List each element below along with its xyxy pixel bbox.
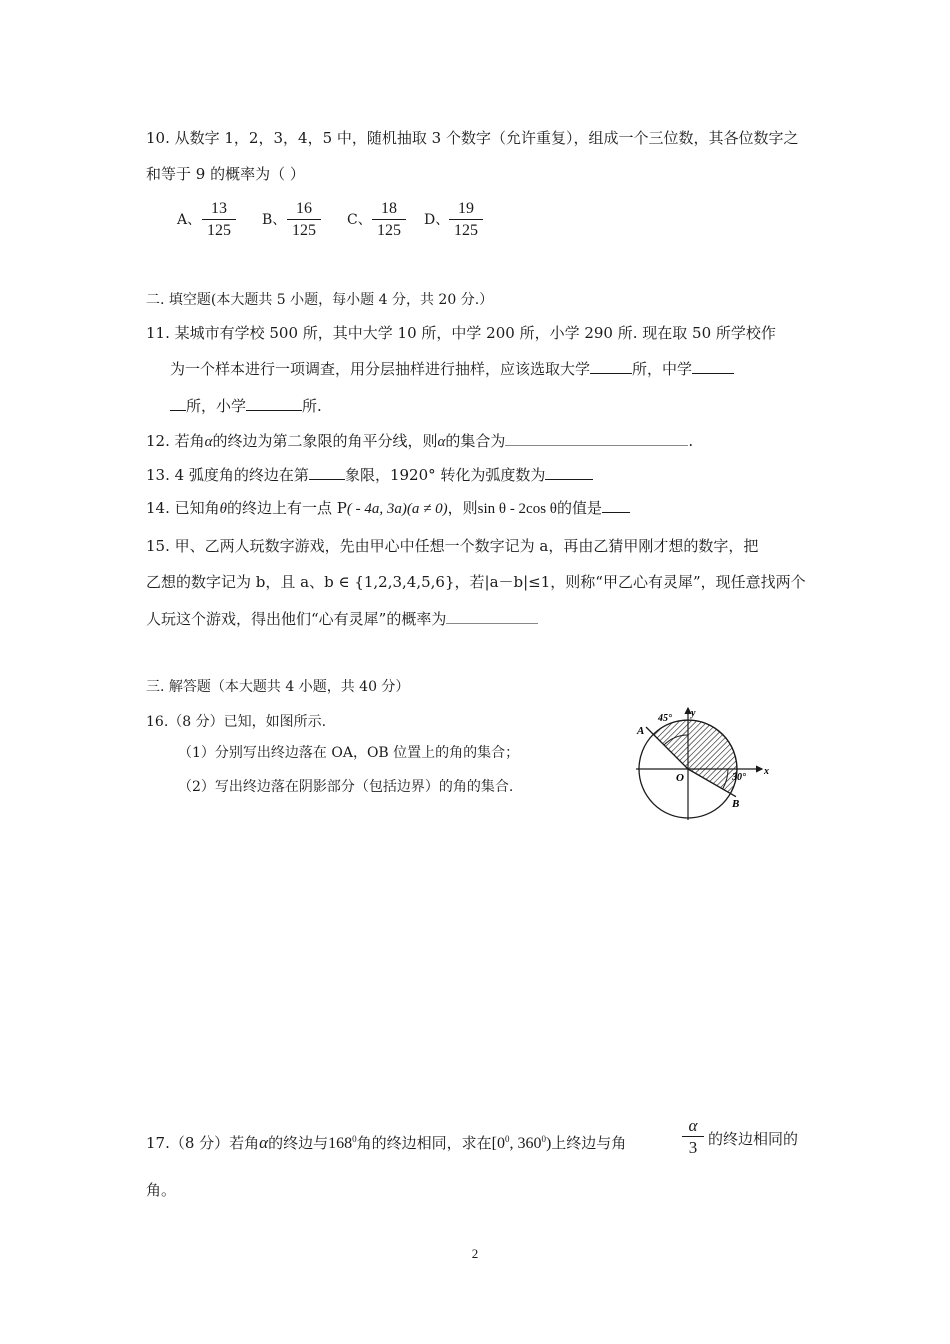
option-a-label: A、: [177, 212, 202, 228]
q17-mid: 的终边与: [268, 1134, 329, 1152]
q14-answer-blank[interactable]: [602, 498, 630, 513]
label-b: B: [732, 798, 740, 810]
q17-suffix: 的终边相同的: [708, 1130, 799, 1148]
option-d-denominator: 125: [454, 222, 478, 239]
q12-suffix: 的集合为: [445, 432, 506, 450]
q16-line1: 16.（8 分）已知，如图所示.: [146, 714, 327, 730]
q10-line1: 10. 从数字 1，2，3，4，5 中，随机抽取 3 个数字（允许重复），组成一个三位数，其各位数字之: [146, 129, 799, 147]
option-b-denominator: 125: [292, 222, 316, 239]
q17-frac-numerator: α: [682, 1116, 704, 1137]
label-x: x: [764, 766, 769, 777]
q17-frac-denominator: 3: [688, 1138, 698, 1157]
q13-radian-blank[interactable]: [545, 465, 593, 480]
q11-line2: [170, 359, 734, 379]
q14-mid: 的终边上有一点 P: [227, 499, 347, 517]
option-b-numerator: 16: [287, 199, 321, 220]
section3-title: 三. 解答题（本大题共 4 小题，共 40 分）: [146, 679, 410, 695]
label-o: O: [676, 772, 684, 784]
q15-answer-blank[interactable]: [446, 609, 538, 624]
q12-alpha2: α: [437, 434, 446, 450]
q17-alpha-over-3: [682, 1116, 704, 1159]
q12-answer-blank[interactable]: [505, 431, 688, 446]
option-a-fraction: [202, 199, 236, 242]
q17-interval-end: , 360: [509, 1135, 542, 1152]
q15-line3: [146, 609, 538, 629]
option-b-label: B、: [262, 212, 287, 228]
q14-suffix: 的值是: [557, 499, 603, 517]
option-b-fraction: [287, 199, 321, 242]
q17-prefix: 17.（8 分）若角: [146, 1134, 260, 1152]
q13-line: [146, 465, 593, 485]
q14-prefix: 14. 已知角: [146, 499, 220, 517]
q15-line1: 15. 甲、乙两人玩数字游戏，先由甲心中任想一个数字记为 a，再由乙猜甲刚才想的数字，把: [146, 537, 759, 555]
option-d-numerator: 19: [449, 199, 483, 220]
q14-theta: θ: [219, 501, 227, 517]
q12-end: .: [688, 432, 694, 450]
option-c-fraction: [372, 199, 406, 242]
q11-primary-blank[interactable]: [246, 396, 302, 411]
option-c-label: C、: [347, 212, 372, 228]
label-45: 45°: [658, 713, 672, 724]
option-d-label: D、: [424, 212, 450, 228]
label-y: y: [691, 708, 696, 719]
q11-line3-text-a: 所，小学: [186, 397, 247, 415]
option-a-numerator: 13: [202, 199, 236, 220]
q11-line1: 11. 某城市有学校 500 所，其中大学 10 所，中学 200 所，小学 290 所. 现在取 50 所学校作: [146, 324, 776, 342]
q11-line2-text-a: 为一个样本进行一项调查，用分层抽样进行抽样，应该选取大学: [170, 360, 591, 378]
q17-line2: 角。: [146, 1181, 177, 1199]
q17-degree-value: 168: [328, 1135, 353, 1152]
q17-interval-close: ): [545, 1135, 552, 1152]
section2-title: 二. 填空题(本大题共 5 小题，每小题 4 分，共 20 分.）: [146, 292, 494, 308]
q17-interval-start: [0: [491, 1135, 505, 1152]
q16-part2: （2）写出终边落在阴影部分（包括边界）的角的集合.: [178, 779, 514, 795]
label-30: 30°: [732, 772, 746, 783]
q11-line3: [170, 396, 322, 416]
q13-prefix: 13. 4 弧度角的终边在第: [146, 466, 309, 484]
q12-mid: 的终边为第二象限的角平分线，则: [212, 432, 438, 450]
q10-line2: 和等于 9 的概率为（ ）: [146, 165, 305, 183]
angle-figure: [634, 704, 774, 824]
q12-prefix: 12. 若角: [146, 432, 205, 450]
q16-part1: （1）分别写出终边落在 OA，OB 位置上的角的集合；: [178, 745, 520, 761]
q11-line2-text-b: 所，中学: [632, 360, 693, 378]
q14-point: ( - 4a, 3a): [346, 501, 407, 517]
q14-expression: sin θ - 2cos θ: [477, 501, 557, 517]
page-number: 2: [471, 1246, 479, 1261]
q17-alpha: α: [259, 1133, 269, 1152]
q15-line2: 乙想的数字记为 b，且 a、b ∈ {1,2,3,4,5,6}，若|a－b|≤1，则称“甲乙心有灵犀”，现任意找两个: [146, 573, 806, 591]
q13-quadrant-blank[interactable]: [309, 465, 345, 480]
q17-mid2: 角的终边相同，求在: [356, 1134, 492, 1152]
q14-condition: (a ≠ 0): [406, 501, 448, 517]
q12-alpha: α: [204, 434, 213, 450]
shaded-sector: [653, 720, 736, 793]
q17-line1: 17.（8 分）若角α的终边与$168^0$角的终边相同，求在[$0^0$, $360^0$)上终边与角: [146, 1133, 627, 1152]
option-d-fraction: [449, 199, 483, 242]
option-a-denominator: 125: [207, 222, 231, 239]
q11-middle-school-blank-cont[interactable]: [170, 396, 186, 411]
option-c-denominator: 125: [377, 222, 401, 239]
q14-mid2: ，则: [447, 499, 478, 517]
option-c-numerator: 18: [372, 199, 406, 220]
q14-line: [146, 498, 630, 519]
q17-mid3: 上终边与角: [551, 1134, 627, 1152]
q11-line3-text-b: 所.: [302, 397, 322, 415]
q11-middle-school-blank[interactable]: [692, 359, 734, 374]
q13-mid: 象限，1920° 转化为弧度数为: [344, 466, 546, 484]
q15-line3-text: 人玩这个游戏，得出他们“心有灵犀”的概率为: [146, 610, 447, 628]
q12-line: [146, 431, 693, 452]
label-a: A: [637, 725, 645, 737]
q11-university-blank[interactable]: [590, 359, 632, 374]
